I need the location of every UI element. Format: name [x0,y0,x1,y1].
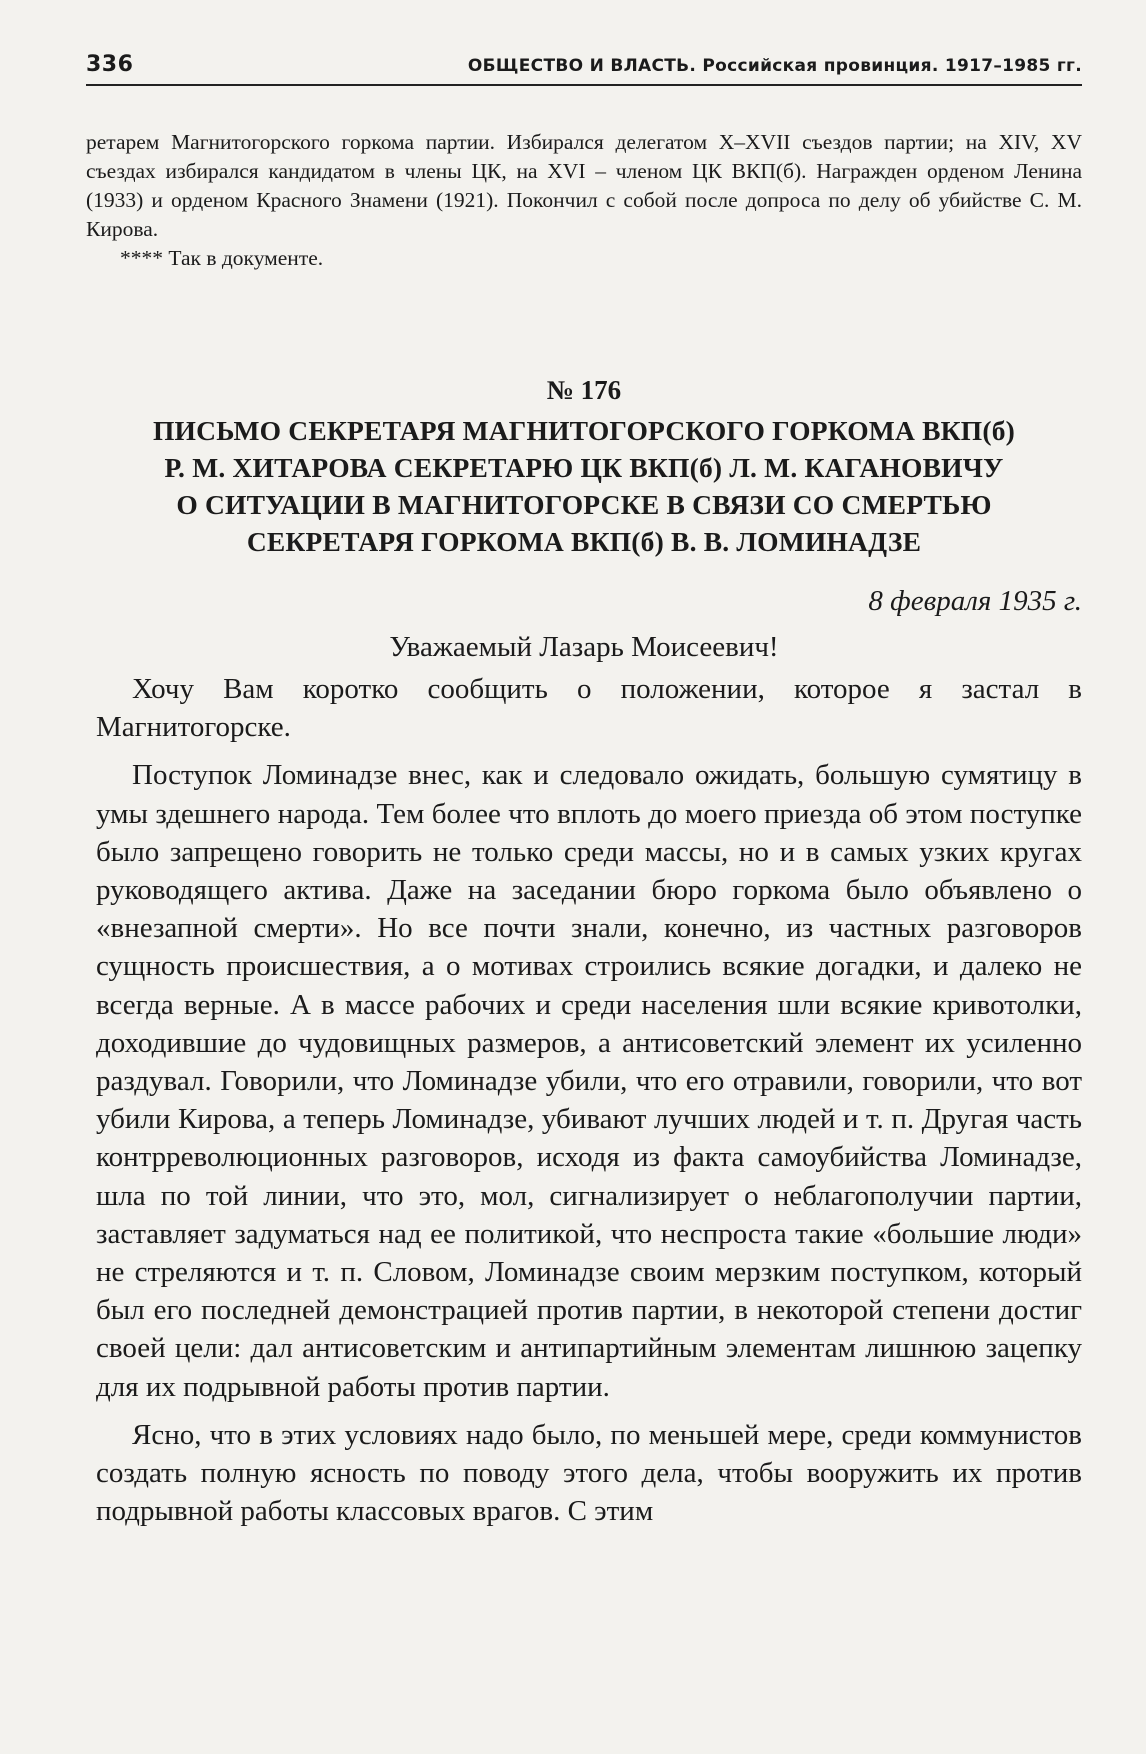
letter-body [96,670,1082,1540]
document-title-line: О СИТУАЦИИ В МАГНИТОГОРСКЕ В СВЯЗИ СО СМЕРТЬЮ [176,489,992,520]
document-title-line: ПИСЬМО СЕКРЕТАРЯ МАГНИТОГОРСКОГО ГОРКОМА ВКП(б) [152,415,1016,446]
body-paragraph: Поступок Ломинадзе внес, как и следовало ожидать, большую сумятицу в умы здешнего народа. Тем более что вплоть до моего приезда об этом поступке было запрещено говорить не только среди массы, но и в самых узких кругах руководящего актива. Даже на заседании бюро горкома было объявлено о «внезапной смерти». Но все почти знали, конечно, из частных разговоров сущность происшествия, а о мотивах строились всякие догадки, и далеко не всегда верные. А в массе рабочих и среди населения шли всякие кривотолки, доходившие до чудовищных размеров, а антисоветский элемент их усиленно раздувал. Говорили, что Ломинадзе убили, что его отравили, говорили, что вот убили Кирова, а теперь Ломинадзе, убивают лучших людей и т. п. Другая часть контрреволюционных разговоров, исходя из факта самоубийства Ломинадзе, шла по той линии, что это, мол, сигнализирует о неблагополучии партии, заставляет задуматься над ее политикой, что неспроста такие «большие люди» не стреляются и т. п. Словом, Ломинадзе своим мерзким поступком, который был его последней демонстрацией против партии, в некоторой степени достиг своей цели: дал антисоветским и антипартийным элементам лишнюю зацепку для их подрывной работы против партии. [96,759,1082,1403]
footnotes [86,128,1082,273]
running-title: ОБЩЕСТВО И ВЛАСТЬ. Российская провинция. 1917–1985 гг. [467,56,1082,76]
document-title [86,412,1082,560]
body-paragraph: Хочу Вам коротко сообщить о положении, которое я застал в Магнитогорске. [96,673,1082,744]
salutation: Уважаемый Лазарь Моисеевич! [389,631,779,663]
footnote-star: **** Так в документе. [120,246,324,270]
page-header [86,50,1082,86]
document-title-line: СЕКРЕТАРЯ ГОРКОМА ВКП(б) В. В. ЛОМИНАДЗЕ [246,526,922,557]
document-title-line: Р. М. ХИТАРОВА СЕКРЕТАРЮ ЦК ВКП(б) Л. М. КАГАНОВИЧУ [164,452,1004,483]
document-date: 8 февраля 1935 г. [868,585,1082,617]
footnote-continued: ретарем Магнитогорского горкома партии. Избирался делегатом X–XVII съездов партии; на XIV, XV съездах избирался кандидатом в члены ЦК, на XVI – членом ЦК ВКП(б). Награжден орденом Ленина (1933) и орденом Красного Знамени (1921). Покончил с собой после допроса по делу об убийстве С. М. Кирова. [86,130,1082,241]
document-number: № 176 [546,375,622,405]
page-number: 336 [86,52,134,77]
body-paragraph: Ясно, что в этих условиях надо было, по меньшей мере, среди коммунистов создать полную ясность по поводу этого дела, чтобы вооружить их против подрывной работы классовых врагов. С этим [96,1418,1082,1528]
